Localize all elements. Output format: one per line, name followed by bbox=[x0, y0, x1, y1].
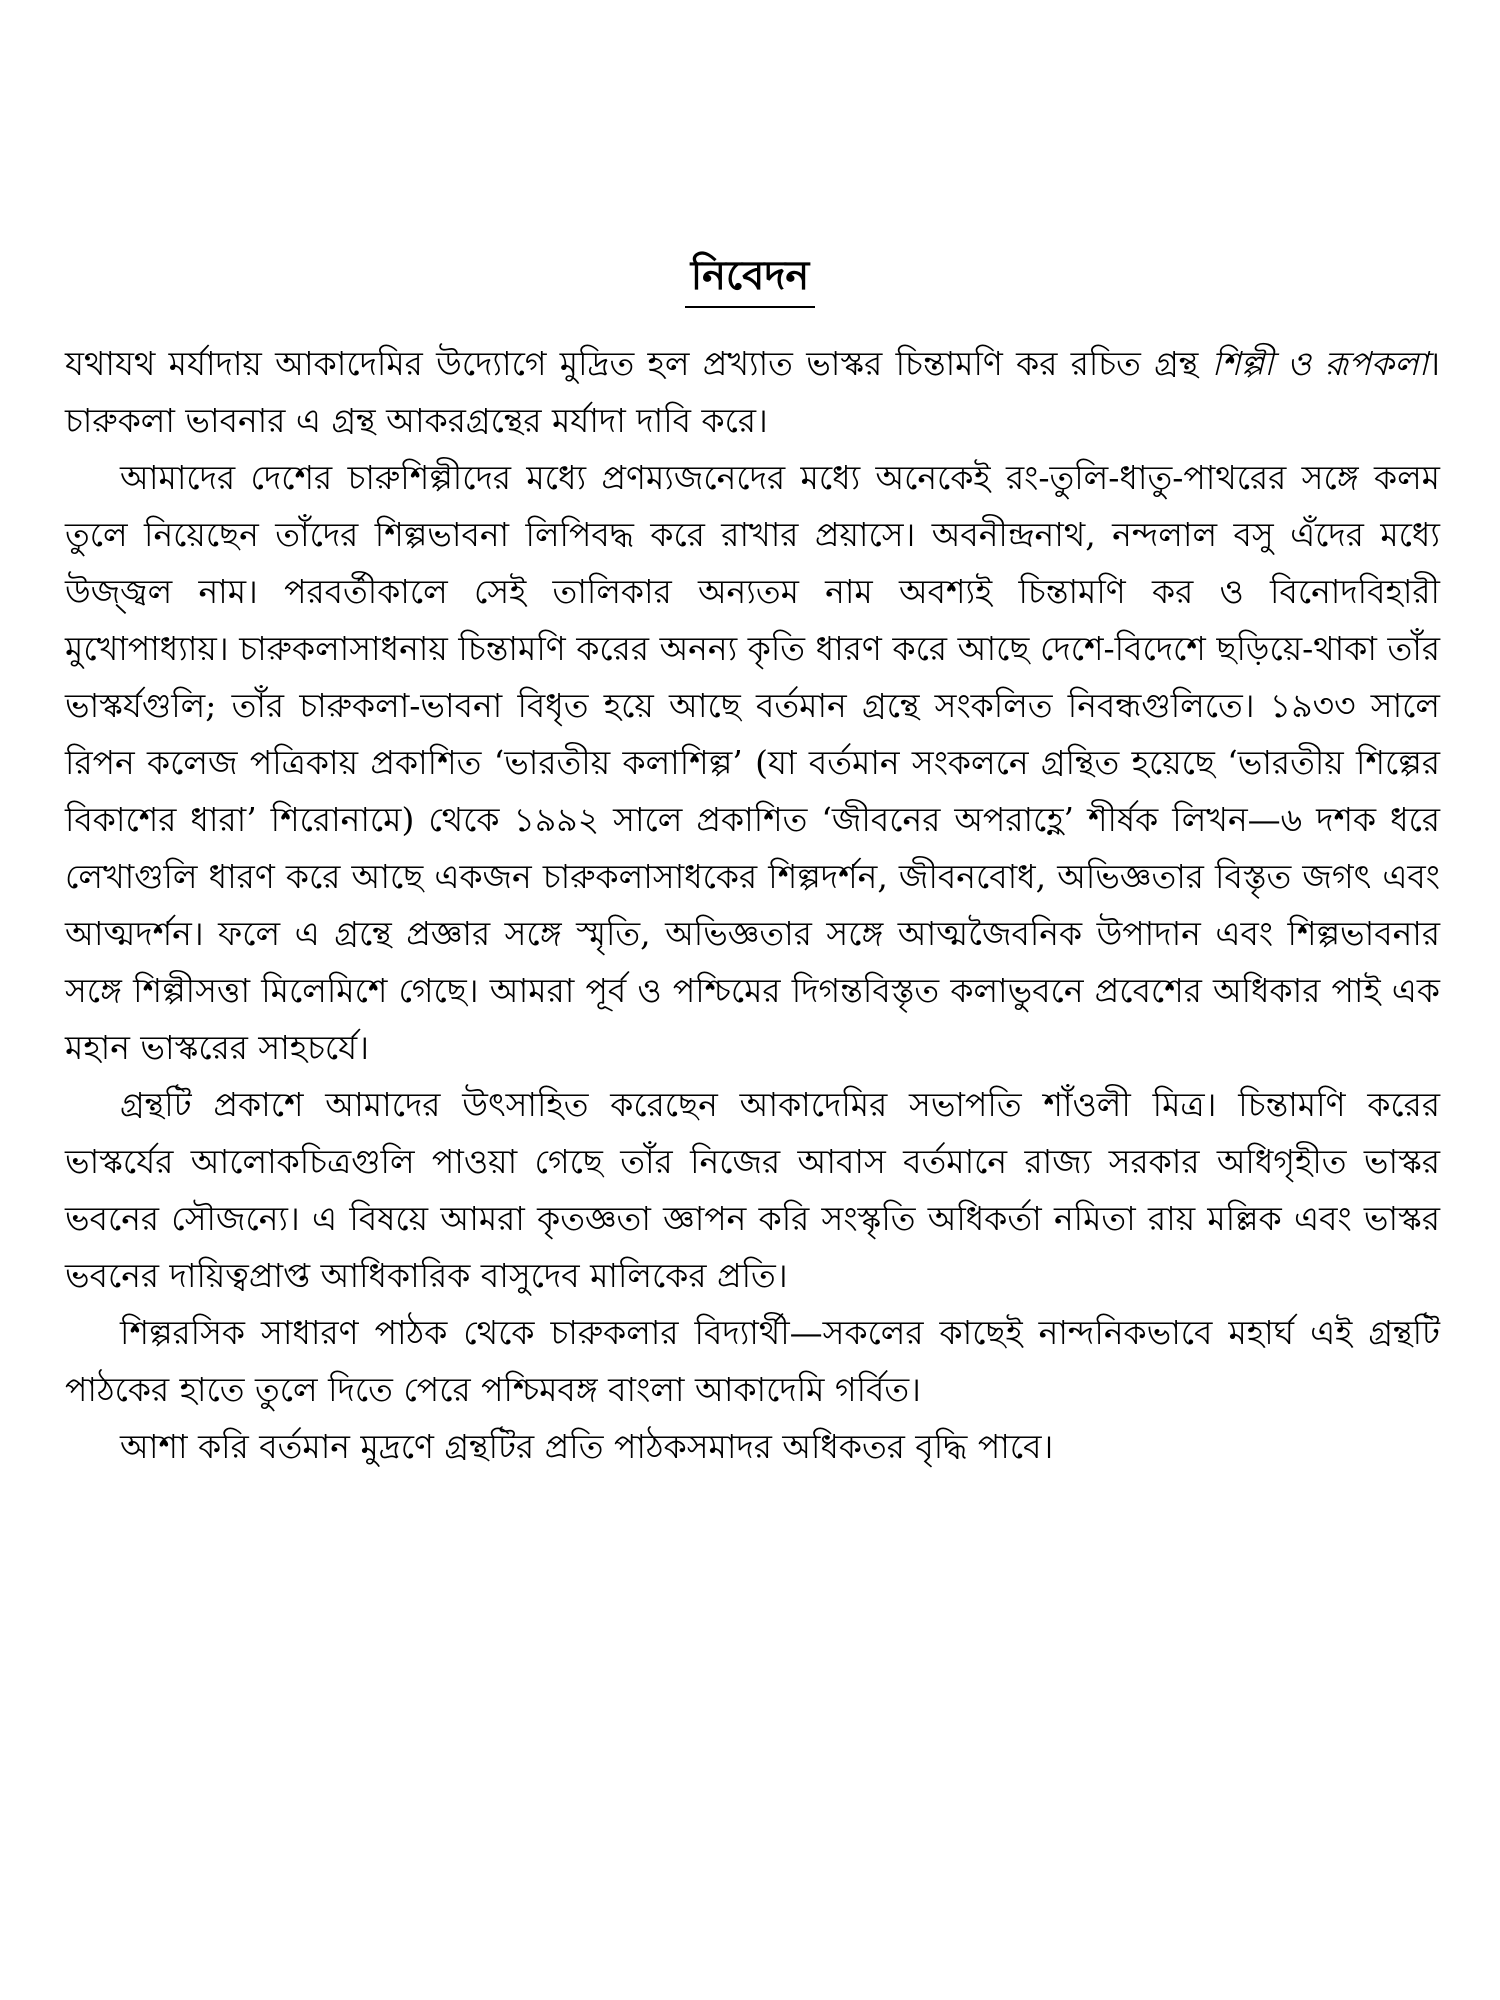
paragraph-1-text-after: । চারুকলা ভাবনার এ গ্রন্থ আকরগ্রন্থের মর্যাদা দাবি করে। bbox=[65, 344, 1440, 440]
paragraph-3: গ্রন্থটি প্রকাশে আমাদের উৎসাহিত করেছেন আকাদেমির সভাপতি শাঁওলী মিত্র। চিন্তামণি করের ভাস্কর্যের আলোকচিত্রগুলি পাওয়া গেছে তাঁর নিজের আবাস বর্তমানে রাজ্য সরকার অধিগৃহীত ভাস্কর ভবনের সৌজন্যে। এ বিষয়ে আমরা কৃতজ্ঞতা জ্ঞাপন করি সংস্কৃতি অধিকর্তা নমিতা রায় মল্লিক এবং ভাস্কর ভবনের দায়িত্বপ্রাপ্ত আধিকারিক বাসুদেব মালিকের প্রতি। bbox=[65, 1085, 1440, 1295]
paragraph-5: আশা করি বর্তমান মুদ্রণে গ্রন্থটির প্রতি পাঠকসমাদর অধিকতর বৃদ্ধি পাবে। bbox=[120, 1427, 1054, 1466]
paragraph-4: শিল্পরসিক সাধারণ পাঠক থেকে চারুকলার বিদ্যার্থী—সকলের কাছেই নান্দনিকভাবে মহার্ঘ এই গ্রন্থটি পাঠকের হাতে তুলে দিতে পেরে পশ্চিমবঙ্গ বাংলা আকাদেমি গর্বিত। bbox=[65, 1313, 1440, 1409]
page-title-text: নিবেদন bbox=[685, 252, 816, 308]
paragraph-1-text-before: যথাযথ মর্যাদায় আকাদেমির উদ্যোগে মুদ্রিত হল প্রখ্যাত ভাস্কর চিন্তামণি কর রচিত গ্রন্থ bbox=[65, 344, 1212, 383]
page-title bbox=[0, 252, 1500, 308]
body-text bbox=[65, 335, 1440, 1475]
book-title: শিল্পী ও রূপকলা bbox=[1211, 344, 1429, 383]
paragraph-1 bbox=[65, 335, 1440, 449]
paragraph-2: আমাদের দেশের চারুশিল্পীদের মধ্যে প্রণম্যজনেদের মধ্যে অনেকেই রং-তুলি-ধাতু-পাথরের সঙ্গে কলম তুলে নিয়েছেন তাঁদের শিল্পভাবনা লিপিবদ্ধ করে রাখার প্রয়াসে। অবনীন্দ্রনাথ, নন্দলাল বসু এঁদের মধ্যে উজ্জ্বল নাম। পরবর্তীকালে সেই তালিকার অন্যতম নাম অবশ্যই চিন্তামণি কর ও বিনোদবিহারী মুখোপাধ্যায়। চারুকলাসাধনায় চিন্তামণি করের অনন্য কৃতি ধারণ করে আছে দেশে-বিদেশে ছড়িয়ে-থাকা তাঁর ভাস্কর্যগুলি; তাঁর চারুকলা-ভাবনা বিধৃত হয়ে আছে বর্তমান গ্রন্থে সংকলিত নিবন্ধগুলিতে। ১৯৩৩ সালে রিপন কলেজ পত্রিকায় প্রকাশিত ‘ভারতীয় কলাশিল্প’ (যা বর্তমান সংকলনে গ্রন্থিত হয়েছে ‘ভারতীয় শিল্পের বিকাশের ধারা’ শিরোনামে) থেকে ১৯৯২ সালে প্রকাশিত ‘জীবনের অপরাহ্ণে’ শীর্ষক লিখন—৬ দশক ধরে লেখাগুলি ধারণ করে আছে একজন চারুকলাসাধকের শিল্পদর্শন, জীবনবোধ, অভিজ্ঞতার বিস্তৃত জগৎ এবং আত্মদর্শন। ফলে এ গ্রন্থে প্রজ্ঞার সঙ্গে স্মৃতি, অভিজ্ঞতার সঙ্গে আত্মজৈবনিক উপাদান এবং শিল্পভাবনার সঙ্গে শিল্পীসত্তা মিলেমিশে গেছে। আমরা পূর্ব ও পশ্চিমের দিগন্তবিস্তৃত কলাভুবনে প্রবেশের অধিকার পাই এক মহান ভাস্করের সাহচর্যে। bbox=[65, 458, 1440, 1067]
